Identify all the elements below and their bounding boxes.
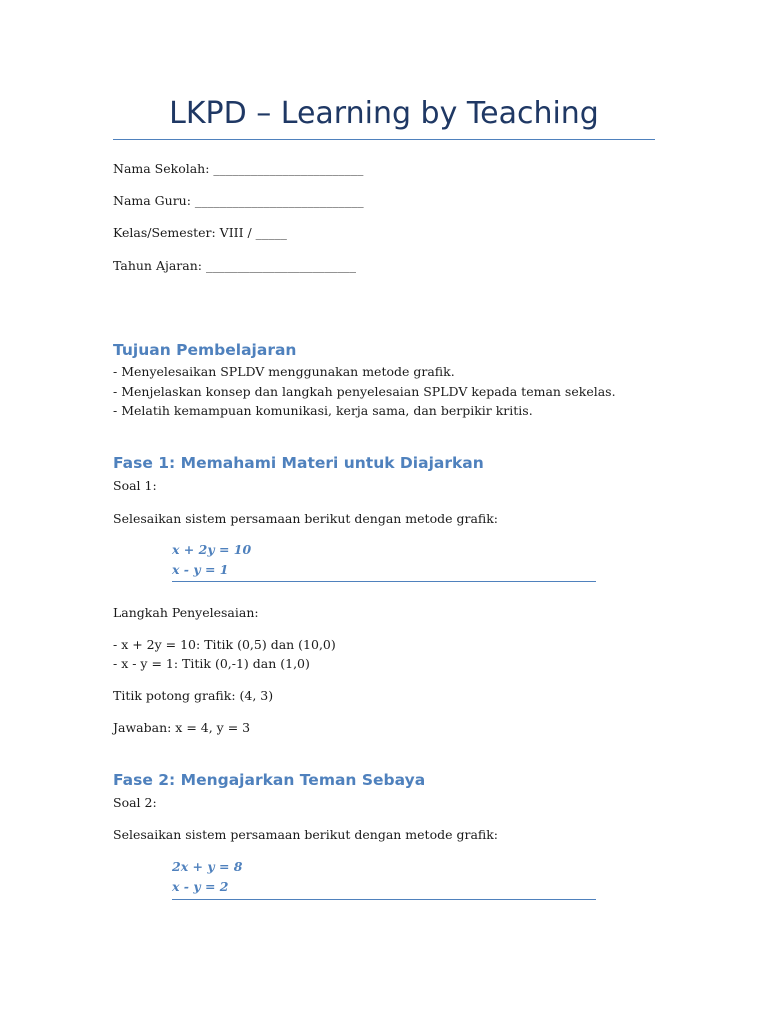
school-name-field: Nama Sekolah: ________________________ [113, 161, 364, 176]
phase2-problem-label: Soal 2: [113, 795, 157, 810]
phase2-equation: 2x + y = 8 [172, 859, 243, 874]
phase1-heading: Fase 1: Memahami Materi untuk Diajarkan [113, 454, 484, 472]
phase1-equation: x - y = 1 [172, 562, 229, 577]
phase1-step: - x - y = 1: Titik (0,-1) dan (1,0) [113, 656, 310, 671]
class-semester-field: Kelas/Semester: VIII / _____ [113, 225, 287, 240]
teacher-name-field: Nama Guru: ___________________________ [113, 193, 364, 208]
objective-item: - Melatih kemampuan komunikasi, kerja sama, dan berpikir kritis. [113, 403, 533, 418]
document-title: LKPD – Learning by Teaching [169, 96, 599, 131]
phase1-answer: Jawaban: x = 4, y = 3 [113, 720, 251, 735]
phase2-equation: x - y = 2 [172, 879, 229, 894]
phase2-instruction: Selesaikan sistem persamaan berikut dengan metode grafik: [113, 827, 499, 842]
objectives-heading: Tujuan Pembelajaran [113, 341, 297, 359]
phase1-step: - x + 2y = 10: Titik (0,5) dan (10,0) [113, 637, 336, 652]
title-underline [113, 139, 655, 140]
objective-item: - Menjelaskan konsep dan langkah penyelesaian SPLDV kepada teman sekelas. [113, 384, 616, 399]
school-year-field: Tahun Ajaran: ________________________ [113, 258, 356, 273]
phase1-equation: x + 2y = 10 [172, 542, 252, 557]
phase1-steps-label: Langkah Penyelesaian: [113, 605, 259, 620]
phase2-heading: Fase 2: Mengajarkan Teman Sebaya [113, 771, 426, 789]
phase1-intersection: Titik potong grafik: (4, 3) [113, 688, 274, 703]
phase1-instruction: Selesaikan sistem persamaan berikut dengan metode grafik: [113, 511, 499, 526]
phase1-equation-underline [172, 581, 596, 582]
phase2-equation-underline [172, 899, 596, 900]
objective-item: - Menyelesaikan SPLDV menggunakan metode grafik. [113, 364, 455, 379]
phase1-problem-label: Soal 1: [113, 478, 157, 493]
